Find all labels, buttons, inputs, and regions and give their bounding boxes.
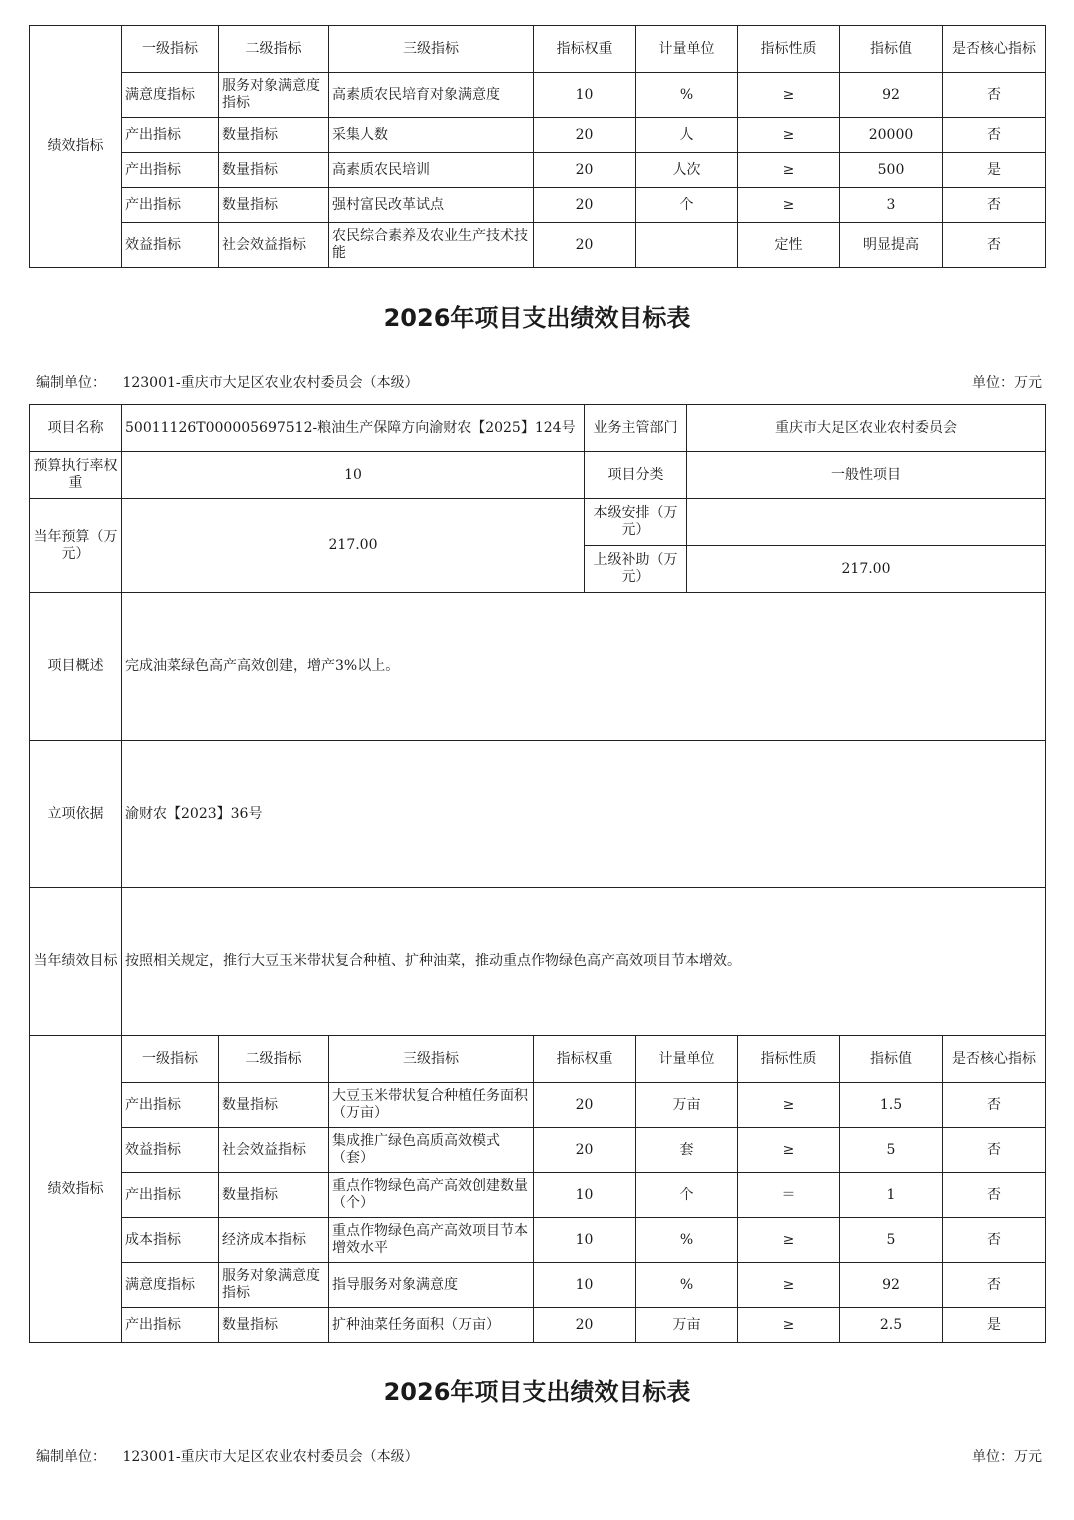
- header-cell: 三级指标: [329, 1036, 534, 1083]
- table-row: 效益指标 社会效益指标 农民综合素养及农业生产技术技能 20 定性 明显提高 否: [30, 223, 1046, 268]
- unit-label: 单位：万元: [972, 375, 1042, 391]
- table-row: 产出指标 数量指标 扩种油菜任务面积（万亩） 20 万亩 ≥ 2.5 是: [30, 1308, 1046, 1343]
- header-cell: 一级指标: [122, 26, 219, 73]
- category-value: 一般性项目: [687, 452, 1046, 499]
- overview-label: 项目概述: [30, 593, 122, 741]
- project-name-value: 50011126T000005697512-粮油生产保障方向渝财农【2025】124号: [122, 405, 585, 452]
- header-cell: 一级指标: [122, 1036, 219, 1083]
- overview-value: 完成油菜绿色高产高效创建，增产3%以上。: [122, 593, 1046, 741]
- budget-value: 217.00: [122, 499, 585, 593]
- perf-section-label: 绩效指标: [30, 1036, 122, 1343]
- upper-label: 上级补助（万元）: [585, 546, 687, 593]
- header-cell: 指标性质: [738, 1036, 840, 1083]
- unit-label: 单位：万元: [972, 1449, 1042, 1465]
- header-cell: 是否核心指标: [943, 1036, 1046, 1083]
- org-line: [36, 1446, 1042, 1466]
- org-label: 编制单位：: [36, 1449, 106, 1465]
- top-indicator-table: [29, 25, 1046, 268]
- header-cell: 三级指标: [329, 26, 534, 73]
- indicator-table: [29, 1035, 1046, 1343]
- table-row: 产出指标 数量指标 大豆玉米带状复合种植任务面积（万亩） 20 万亩 ≥ 1.5 否: [30, 1083, 1046, 1128]
- table-row: 满意度指标 服务对象满意度指标 指导服务对象满意度 10 % ≥ 92 否: [30, 1263, 1046, 1308]
- header-cell: 指标性质: [738, 26, 840, 73]
- header-cell: 指标权重: [534, 1036, 636, 1083]
- header-cell: 计量单位: [636, 1036, 738, 1083]
- upper-value: 217.00: [687, 546, 1046, 593]
- header-cell: 指标值: [840, 26, 943, 73]
- perf-section-label: 绩效指标: [30, 26, 122, 268]
- org-value: 123001-重庆市大足区农业农村委员会（本级）: [122, 375, 419, 391]
- local-label: 本级安排（万元）: [585, 499, 687, 546]
- org-value: 123001-重庆市大足区农业农村委员会（本级）: [122, 1449, 419, 1465]
- project-info-table: [29, 404, 1046, 1036]
- exec-weight-label: 预算执行率权重: [30, 452, 122, 499]
- table-row: 产出指标 数量指标 采集人数 20 人 ≥ 20000 否: [30, 118, 1046, 153]
- header-cell: 指标权重: [534, 26, 636, 73]
- form-title: 2026年项目支出绩效目标表: [383, 1378, 691, 1406]
- table-row: 效益指标 社会效益指标 集成推广绿色高质高效模式（套） 20 套 ≥ 5 否: [30, 1128, 1046, 1173]
- table-row: 产出指标 数量指标 强村富民改革试点 20 个 ≥ 3 否: [30, 188, 1046, 223]
- org-label: 编制单位：: [36, 375, 106, 391]
- exec-weight-value: 10: [122, 452, 585, 499]
- dept-value: 重庆市大足区农业农村委员会: [687, 405, 1046, 452]
- form-title: 2026年项目支出绩效目标表: [383, 304, 691, 332]
- project-name-label: 项目名称: [30, 405, 122, 452]
- dept-label: 业务主管部门: [585, 405, 687, 452]
- category-label: 项目分类: [585, 452, 687, 499]
- table-row: 满意度指标 服务对象满意度指标 高素质农民培育对象满意度 10 % ≥ 92 否: [30, 73, 1046, 118]
- basis-value: 渝财农【2023】36号: [122, 741, 1046, 888]
- goal-label: 当年绩效目标: [30, 888, 122, 1036]
- basis-label: 立项依据: [30, 741, 122, 888]
- goal-value: 按照相关规定，推行大豆玉米带状复合种植、扩种油菜，推动重点作物绿色高产高效项目节本增效。: [122, 888, 1046, 1036]
- local-value: [687, 499, 1046, 546]
- header-cell: 是否核心指标: [943, 26, 1046, 73]
- table-row: 产出指标 数量指标 重点作物绿色高产高效创建数量（个） 10 个 ＝ 1 否: [30, 1173, 1046, 1218]
- table-row: 成本指标 经济成本指标 重点作物绿色高产高效项目节本增效水平 10 % ≥ 5 否: [30, 1218, 1046, 1263]
- header-cell: 指标值: [840, 1036, 943, 1083]
- header-cell: 二级指标: [219, 1036, 329, 1083]
- org-line: [36, 372, 1042, 392]
- header-cell: 二级指标: [219, 26, 329, 73]
- header-cell: 计量单位: [636, 26, 738, 73]
- budget-label: 当年预算（万元）: [30, 499, 122, 593]
- table-row: 产出指标 数量指标 高素质农民培训 20 人次 ≥ 500 是: [30, 153, 1046, 188]
